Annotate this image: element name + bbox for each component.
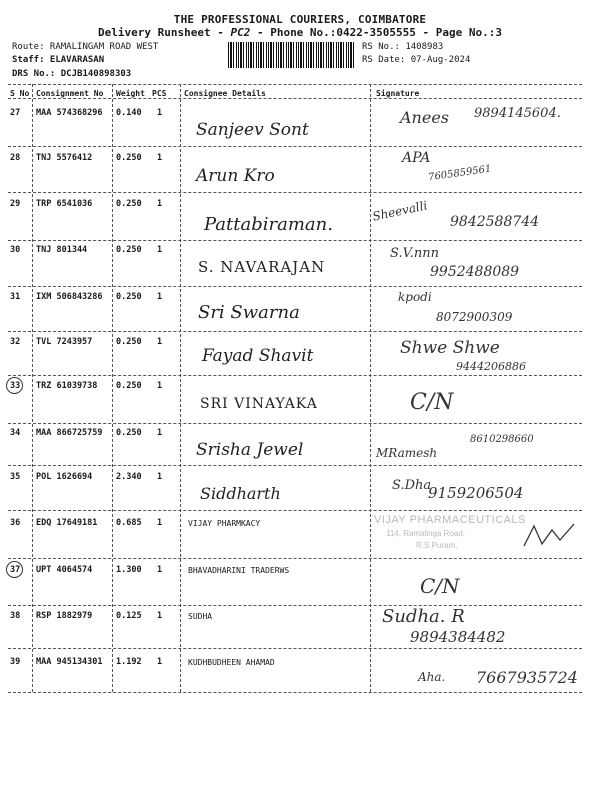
row-consignment: TNJ 5576412 — [36, 153, 93, 163]
row-sno: 34 — [10, 428, 21, 438]
row-sno: 29 — [10, 199, 21, 209]
company-title: THE PROFESSIONAL COURIERS, COIMBATORE — [173, 13, 427, 26]
row-divider — [8, 375, 582, 376]
row-consignment: POL 1626694 — [36, 472, 93, 482]
stamp-line: R.S.Puram, — [416, 541, 458, 550]
row-consignee: SUDHA — [188, 612, 213, 621]
col-divider — [112, 84, 113, 692]
row-pcs: 1 — [157, 199, 163, 209]
row-consignment: EDQ 17649181 — [36, 518, 98, 528]
row-divider — [8, 423, 582, 424]
row-phone: 9159206504 — [428, 484, 524, 502]
col-pcs: PCS — [152, 89, 167, 98]
row-consignee-handwritten: S. NAVARAJAN — [198, 258, 326, 276]
col-divider — [370, 84, 371, 692]
drs-label: DRS No.: DCJB140898303 — [12, 69, 132, 79]
row-signature: APA — [402, 150, 431, 166]
row-sno: 28 — [10, 153, 21, 163]
row-pcs: 1 — [157, 428, 163, 438]
col-signature: Signature — [376, 89, 420, 98]
row-consignment: TRZ 61039738 — [36, 381, 98, 391]
col-consignment: Consignment No — [36, 89, 104, 98]
runsheet-subtitle — [0, 26, 600, 39]
row-phone: 9842588744 — [450, 214, 540, 230]
row-consignee-handwritten: SRI VINAYAKA — [200, 396, 318, 412]
row-signature: Shwe Shwe — [400, 338, 500, 358]
col-divider — [180, 84, 181, 692]
row-phone: 9952488089 — [430, 264, 520, 280]
row-weight: 0.140 — [116, 108, 142, 118]
row-sno: 35 — [10, 472, 21, 482]
row-divider — [8, 692, 582, 693]
row-signature: Aha. — [418, 670, 446, 684]
row-consignee-handwritten: Arun Kro — [196, 166, 275, 186]
row-signature: kpodi — [398, 290, 432, 304]
row-weight: 0.250 — [116, 199, 142, 209]
row-signature: S.V.nnn — [390, 246, 439, 261]
row-divider — [8, 286, 582, 287]
row-weight: 1.300 — [116, 565, 142, 575]
row-signature: S.Dha — [392, 478, 432, 493]
row-sno: 36 — [10, 518, 21, 528]
col-sno: S No — [10, 89, 30, 98]
staff-label: Staff: ELAVARASAN — [12, 55, 105, 65]
row-consignee: KUDHBUDHEEN AHAMAD — [188, 658, 275, 667]
row-phone: 9894145604. — [474, 106, 561, 121]
row-weight: 0.250 — [116, 292, 142, 302]
row-consignment: TVL 7243957 — [36, 337, 93, 347]
row-consignment: RSP 1882979 — [36, 611, 93, 621]
row-sno: 32 — [10, 337, 21, 347]
row-consignee-handwritten: Sanjeev Sont — [196, 120, 309, 140]
row-divider — [8, 240, 582, 241]
row-signature: C/N — [410, 390, 454, 415]
row-pcs: 1 — [157, 565, 163, 575]
row-weight: 0.250 — [116, 245, 142, 255]
row-signature: Anees — [400, 108, 450, 127]
row-weight: 0.250 — [116, 153, 142, 163]
row-weight: 0.125 — [116, 611, 142, 621]
row-consignee-handwritten: Pattabiraman. — [204, 214, 333, 235]
rs-number: RS No.: 1408983 — [362, 42, 444, 52]
row-consignee: BHAVADHARINI TRADERWS — [188, 566, 290, 575]
subtitle-prefix: Delivery Runsheet - — [98, 26, 231, 39]
row-pcs: 1 — [157, 472, 163, 482]
row-phone: 9444206886 — [456, 360, 526, 373]
row-sno: 33 — [10, 381, 21, 391]
row-pcs: 1 — [157, 657, 163, 667]
row-divider — [8, 331, 582, 332]
stamp-line: 114, Ramalinga Road, — [386, 529, 466, 538]
row-divider — [8, 465, 582, 466]
row-sno: 38 — [10, 611, 21, 621]
barcode-image — [228, 42, 356, 68]
row-divider — [8, 510, 582, 511]
row-divider — [8, 192, 582, 193]
subtitle-phone: - Phone No.:0422-3505555 - Page No.:3 — [250, 26, 502, 39]
row-consignment: MAA 574368296 — [36, 108, 103, 118]
row-signature: Sudha. R — [382, 606, 465, 627]
row-pcs: 1 — [157, 108, 163, 118]
row-consignment: TNJ 801344 — [36, 245, 88, 255]
signature-scribble-icon — [520, 520, 580, 550]
row-consignment: IXM 506843286 — [36, 292, 103, 302]
row-sno: 30 — [10, 245, 21, 255]
row-phone: 7605859561 — [427, 163, 493, 184]
row-pcs: 1 — [157, 611, 163, 621]
row-consignee-handwritten: Srisha Jewel — [196, 440, 304, 460]
row-weight: 1.192 — [116, 657, 142, 667]
row-divider — [8, 98, 582, 99]
row-phone: 9894384482 — [410, 628, 506, 646]
row-consignee-handwritten: Sri Swarna — [198, 302, 300, 323]
row-sno: 39 — [10, 657, 21, 667]
row-divider — [8, 605, 582, 606]
row-consignee: VIJAY PHARMKACY — [188, 519, 261, 528]
row-weight: 0.250 — [116, 428, 142, 438]
row-pcs: 1 — [157, 292, 163, 302]
row-phone: 7667935724 — [476, 668, 578, 687]
row-pcs: 1 — [157, 337, 163, 347]
row-consignment: MAA 945134301 — [36, 657, 103, 667]
header-divider — [8, 84, 582, 85]
row-weight: 0.250 — [116, 381, 142, 391]
row-consignee-handwritten: Siddharth — [200, 484, 281, 503]
row-signature: MRamesh — [376, 446, 438, 460]
route-label: Route: RAMALINGAM ROAD WEST — [12, 42, 159, 52]
row-pcs: 1 — [157, 518, 163, 528]
row-weight: 2.340 — [116, 472, 142, 482]
rs-date: RS Date: 07-Aug-2024 — [362, 55, 471, 65]
row-pcs: 1 — [157, 153, 163, 163]
row-signature: Sheevalli — [371, 198, 429, 224]
row-sno: 27 — [10, 108, 21, 118]
row-pcs: 1 — [157, 245, 163, 255]
col-consignee: Consignee Details — [184, 89, 266, 98]
col-weight: Weight — [116, 89, 145, 98]
row-divider — [8, 146, 582, 147]
row-weight: 0.250 — [116, 337, 142, 347]
col-divider — [32, 84, 33, 692]
row-phone: 8072900309 — [436, 310, 513, 324]
row-consignee-handwritten: Fayad Shavit — [202, 346, 314, 366]
row-sno: 31 — [10, 292, 21, 302]
subtitle-pc: PC2 — [230, 26, 251, 39]
row-consignment: MAA 866725759 — [36, 428, 103, 438]
stamp-line: VIJAY PHARMACEUTICALS — [374, 514, 526, 526]
row-divider — [8, 558, 582, 559]
row-signature: C/N — [420, 574, 460, 598]
row-phone: 8610298660 — [470, 434, 534, 445]
row-weight: 0.685 — [116, 518, 142, 528]
row-sno: 37 — [10, 565, 21, 575]
row-pcs: 1 — [157, 381, 163, 391]
row-consignment: UPT 4064574 — [36, 565, 93, 575]
row-consignment: TRP 6541036 — [36, 199, 93, 209]
row-divider — [8, 648, 582, 649]
